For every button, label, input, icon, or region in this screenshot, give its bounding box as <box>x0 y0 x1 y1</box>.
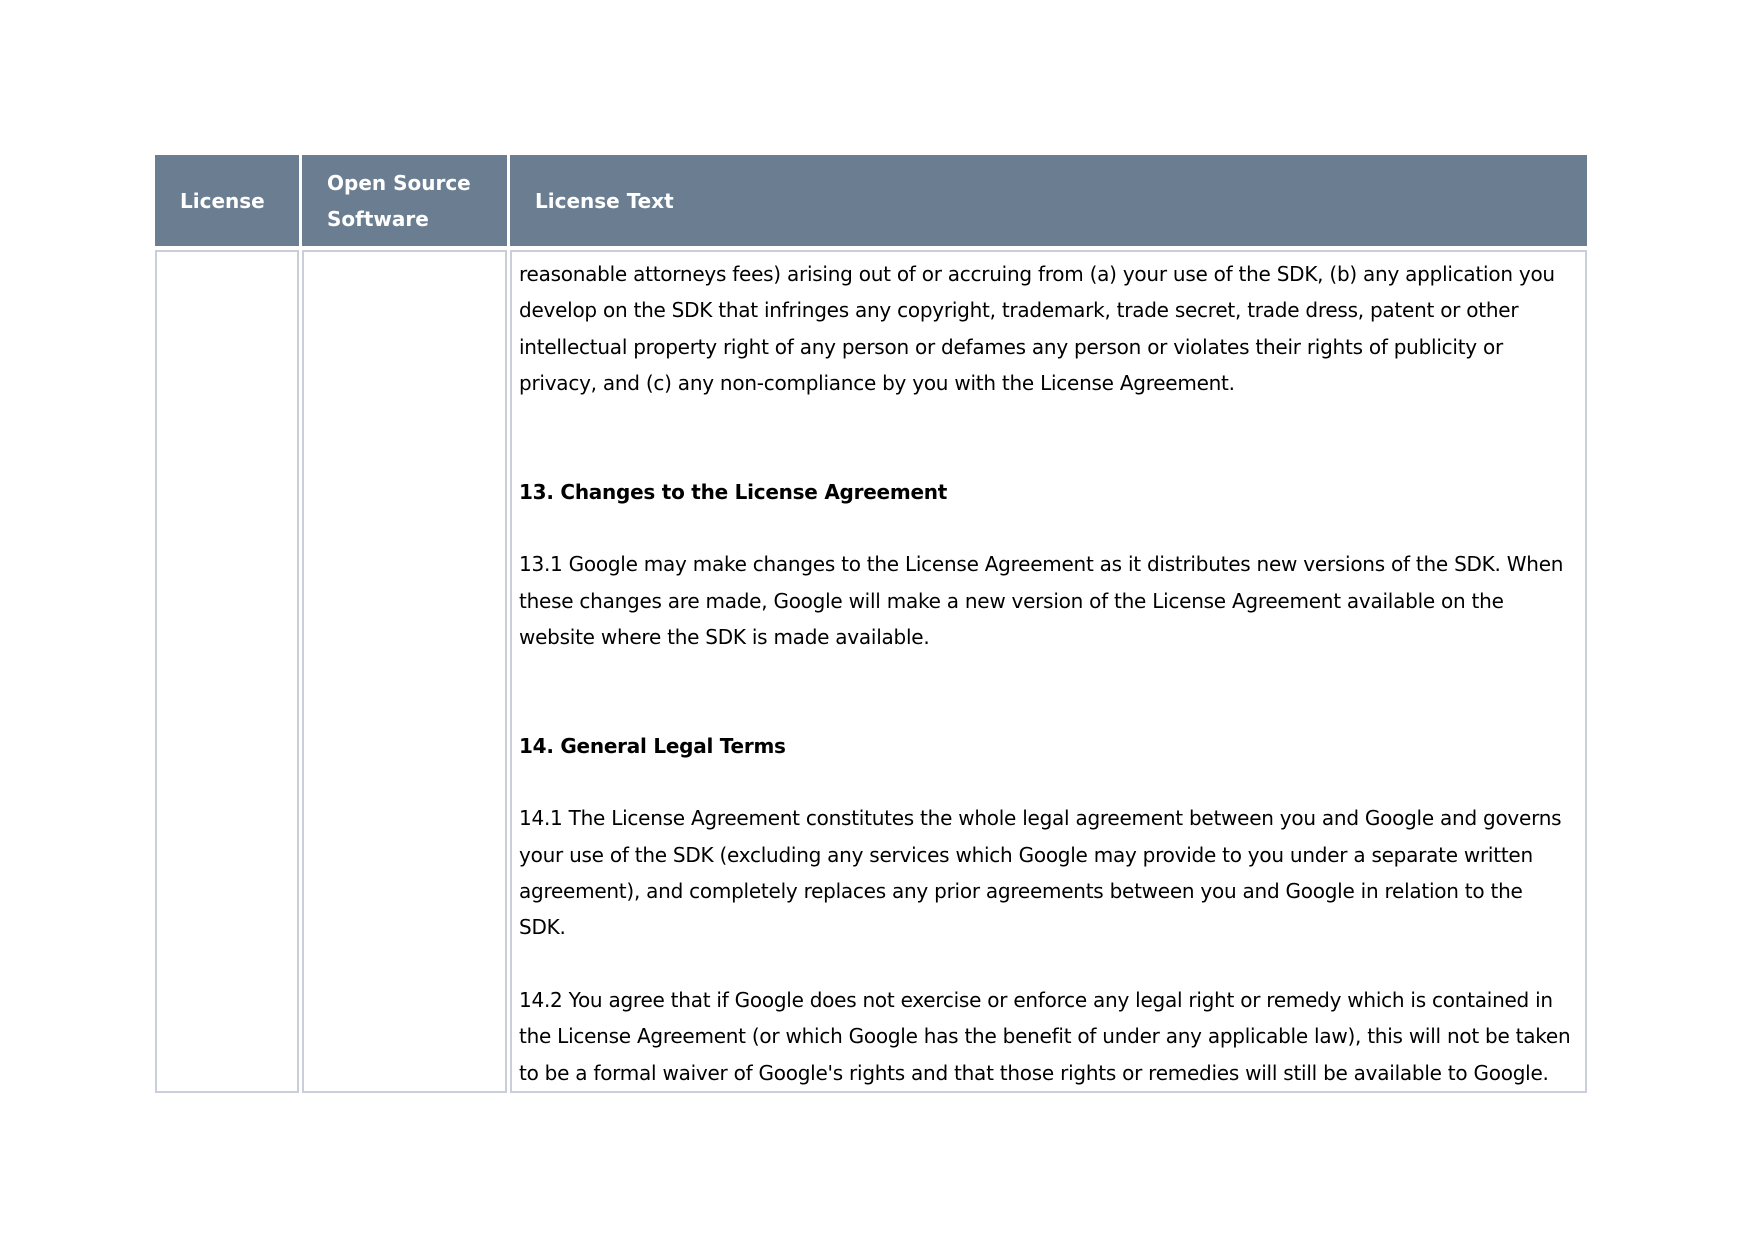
header-license-text <box>510 155 1587 246</box>
section-heading-14: 14. General Legal Terms <box>519 733 786 758</box>
header-oss-line2: Software <box>327 206 429 231</box>
header-open-source-software <box>302 155 507 246</box>
header-oss-label <box>327 165 471 237</box>
section-heading-13: 13. Changes to the License Agreement <box>519 479 948 504</box>
header-oss-line1: Open Source <box>327 170 471 195</box>
license-text-content <box>519 256 1573 1091</box>
header-license-text-label: License Text <box>535 188 674 213</box>
cell-license <box>155 250 299 1093</box>
cell-open-source-software <box>302 250 507 1093</box>
paragraph-indemnity: reasonable attorneys fees) arising out of or accruing from (a) your use of the SDK, (b) any application you develop on the SDK that infringes any copyright, trademark, trade secret, trade dress, patent or other intellectual property right of any person or defames any person or violates their rights of publicity or privacy, and (c) any non-compliance by you with the License Agreement. <box>519 262 1555 395</box>
header-license-label: License <box>180 188 265 213</box>
paragraph-13-1: 13.1 Google may make changes to the License Agreement as it distributes new versions of the SDK. When these changes are made, Google will make a new version of the License Agreement available on the website where the SDK is made available. <box>519 552 1564 649</box>
header-license <box>155 155 299 246</box>
paragraph-14-1: 14.1 The License Agreement constitutes the whole legal agreement between you and Google and governs your use of the SDK (excluding any services which Google may provide to you under a separate written agreement), and completely replaces any prior agreements between you and Google in relation to the SDK. <box>519 806 1562 940</box>
paragraph-14-2: 14.2 You agree that if Google does not exercise or enforce any legal right or remedy which is contained in the License Agreement (or which Google has the benefit of under any applicable law), this will not be taken to be a formal waiver of Google's rights and that those rights or remedies will still be available to Google. <box>519 987 1571 1085</box>
